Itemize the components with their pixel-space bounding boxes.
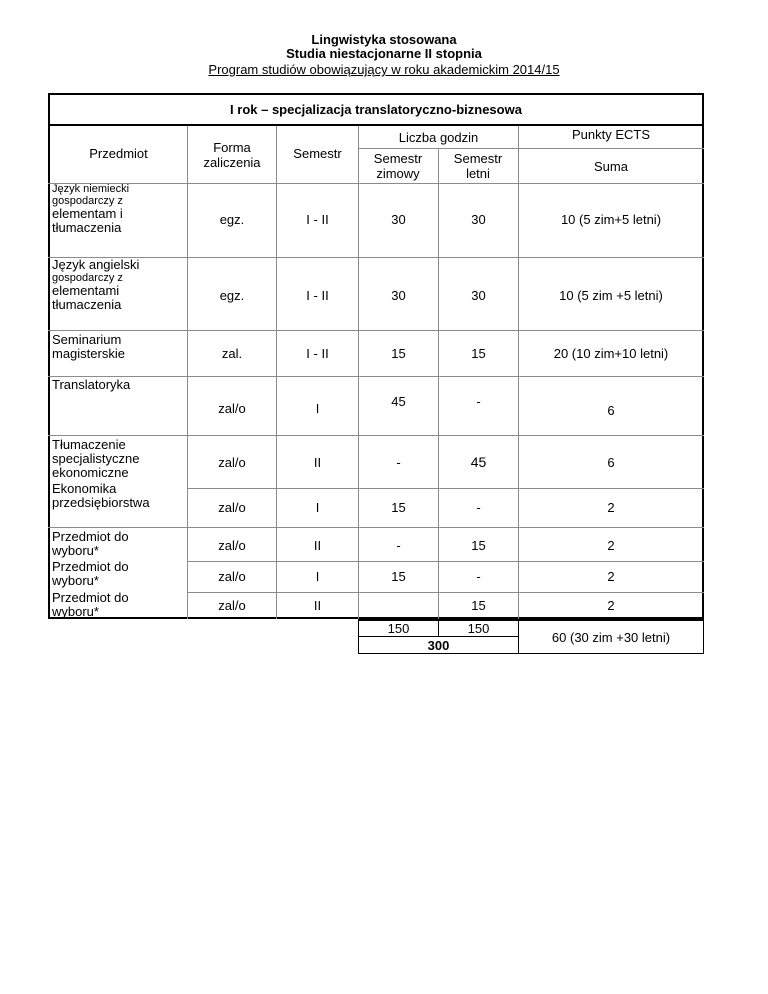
col-header-form: Forma zaliczenia — [203, 140, 261, 170]
subject-cell — [52, 438, 139, 480]
ects-cell: 20 (10 zim+10 letni) — [553, 345, 669, 361]
winter-hours-cell: 30 — [391, 287, 406, 303]
winter-hours-cell: 15 — [391, 345, 406, 361]
col-header-winter: Semestr zimowy — [373, 151, 423, 181]
winter-hours-cell — [359, 595, 438, 615]
winter-hours-cell: 30 — [391, 211, 406, 227]
ects-cell: 2 — [607, 537, 615, 553]
grid-line — [48, 376, 704, 377]
total-winter-hours: 150 — [387, 621, 410, 636]
subject-cell — [52, 482, 150, 510]
semester-cell: I — [315, 499, 320, 515]
ects-cell: 10 (5 zim+5 letni) — [560, 211, 662, 227]
col-header-semester: Semestr — [293, 145, 342, 161]
semester-cell: I — [315, 568, 320, 584]
form-cell: zal/o — [218, 499, 246, 515]
summer-hours-cell: 45 — [470, 453, 487, 470]
col-header-subject: Przedmiot — [89, 145, 148, 161]
subject-line: ekonomiczne — [52, 465, 129, 480]
ects-cell: 10 (5 zim +5 letni) — [559, 287, 663, 303]
subject-line: przedsiębiorstwa — [52, 495, 150, 510]
subject-line: Translatoryka — [52, 377, 131, 392]
subject-line: tłumaczenia — [52, 297, 122, 312]
document-program-line: Program studiów obowiązujący w roku akademickim 2014/15 — [208, 62, 560, 77]
subject-line: gospodarczy z — [52, 195, 123, 207]
form-cell: egz. — [219, 287, 245, 303]
grid-line — [188, 561, 704, 562]
summer-hours-cell: 15 — [471, 345, 486, 361]
subject-cell — [52, 333, 125, 361]
subject-cell — [52, 258, 139, 312]
grid-line — [48, 330, 704, 331]
form-cell: zal. — [221, 345, 243, 361]
total-ects: 60 (30 zim +30 letni) — [551, 629, 671, 645]
winter-hours-cell: - — [396, 537, 401, 553]
grid-line — [188, 592, 704, 593]
ects-cell: 6 — [607, 402, 615, 418]
subject-line: wyboru* — [52, 604, 99, 619]
col-header-sum: Suma — [594, 158, 628, 174]
semester-cell: I - II — [306, 211, 329, 227]
summer-hours-cell: - — [476, 568, 481, 584]
subject-cell — [52, 560, 129, 588]
subject-line: tłumaczenia — [52, 220, 122, 235]
subject-line: Język niemiecki — [52, 183, 130, 195]
document-title: Lingwistyka stosowana — [311, 32, 457, 47]
semester-cell: I - II — [306, 287, 329, 303]
grid-line — [48, 183, 704, 184]
summer-hours-cell: 30 — [471, 211, 486, 227]
subject-line: wyboru* — [52, 543, 99, 558]
subject-cell — [52, 530, 129, 558]
summer-hours-cell: 30 — [471, 287, 486, 303]
winter-hours-cell: - — [396, 454, 401, 470]
subject-line: Tłumaczenie — [52, 437, 126, 452]
winter-hours-cell: 45 — [391, 393, 406, 409]
totals-box-bottom — [358, 653, 704, 654]
subject-line: Przedmiot do — [52, 559, 129, 574]
semester-cell: II — [313, 537, 322, 553]
grid-line — [48, 257, 704, 258]
form-cell: zal/o — [218, 597, 246, 613]
subject-line: elementam i — [52, 206, 123, 221]
col-header-summer: Semestr letni — [453, 151, 503, 181]
winter-hours-cell: 15 — [391, 568, 406, 584]
document-subtitle: Studia niestacjonarne II stopnia — [286, 46, 482, 61]
semester-cell: II — [313, 597, 322, 613]
summer-hours-cell: 15 — [471, 597, 486, 613]
winter-hours-cell: 15 — [391, 499, 406, 515]
subject-line: Ekonomika — [52, 481, 117, 496]
total-summer-hours: 150 — [467, 621, 490, 636]
subject-line: magisterskie — [52, 346, 125, 361]
grid-line — [48, 527, 704, 528]
col-header-hours: Liczba godzin — [398, 129, 479, 145]
semester-cell: II — [313, 454, 322, 470]
subject-line: Język angielski — [52, 257, 140, 272]
semester-cell: I - II — [306, 345, 329, 361]
grid-line — [48, 435, 704, 436]
col-header-ects: Punkty ECTS — [571, 126, 651, 142]
subject-line: elementami — [52, 283, 120, 298]
form-cell: zal/o — [218, 568, 246, 584]
subject-line: gospodarczy z — [52, 272, 123, 284]
summer-hours-cell: 15 — [471, 537, 486, 553]
summer-hours-cell: - — [476, 499, 481, 515]
subject-cell — [52, 183, 129, 235]
subject-line: Seminarium — [52, 332, 122, 347]
ects-cell: 2 — [607, 597, 615, 613]
semester-cell: I — [315, 400, 320, 416]
ects-cell: 6 — [607, 454, 615, 470]
subject-line: specjalistyczne — [52, 451, 140, 466]
form-cell: egz. — [219, 211, 245, 227]
summer-hours-cell: - — [476, 393, 481, 409]
subject-cell — [52, 591, 129, 619]
subject-line: Przedmiot do — [52, 590, 129, 605]
subject-line: wyboru* — [52, 573, 99, 588]
table-title: I rok – specjalizacja translatoryczno-biznesowa — [230, 102, 522, 117]
form-cell: zal/o — [218, 454, 246, 470]
grid-line — [188, 488, 704, 489]
totals-box-right — [703, 619, 704, 654]
grid-line — [358, 148, 704, 149]
subject-cell — [52, 378, 130, 392]
form-cell: zal/o — [218, 537, 246, 553]
form-cell: zal/o — [218, 400, 246, 416]
ects-cell: 2 — [607, 499, 615, 515]
subject-line: Przedmiot do — [52, 529, 129, 544]
total-hours: 300 — [427, 637, 450, 653]
ects-cell: 2 — [607, 568, 615, 584]
